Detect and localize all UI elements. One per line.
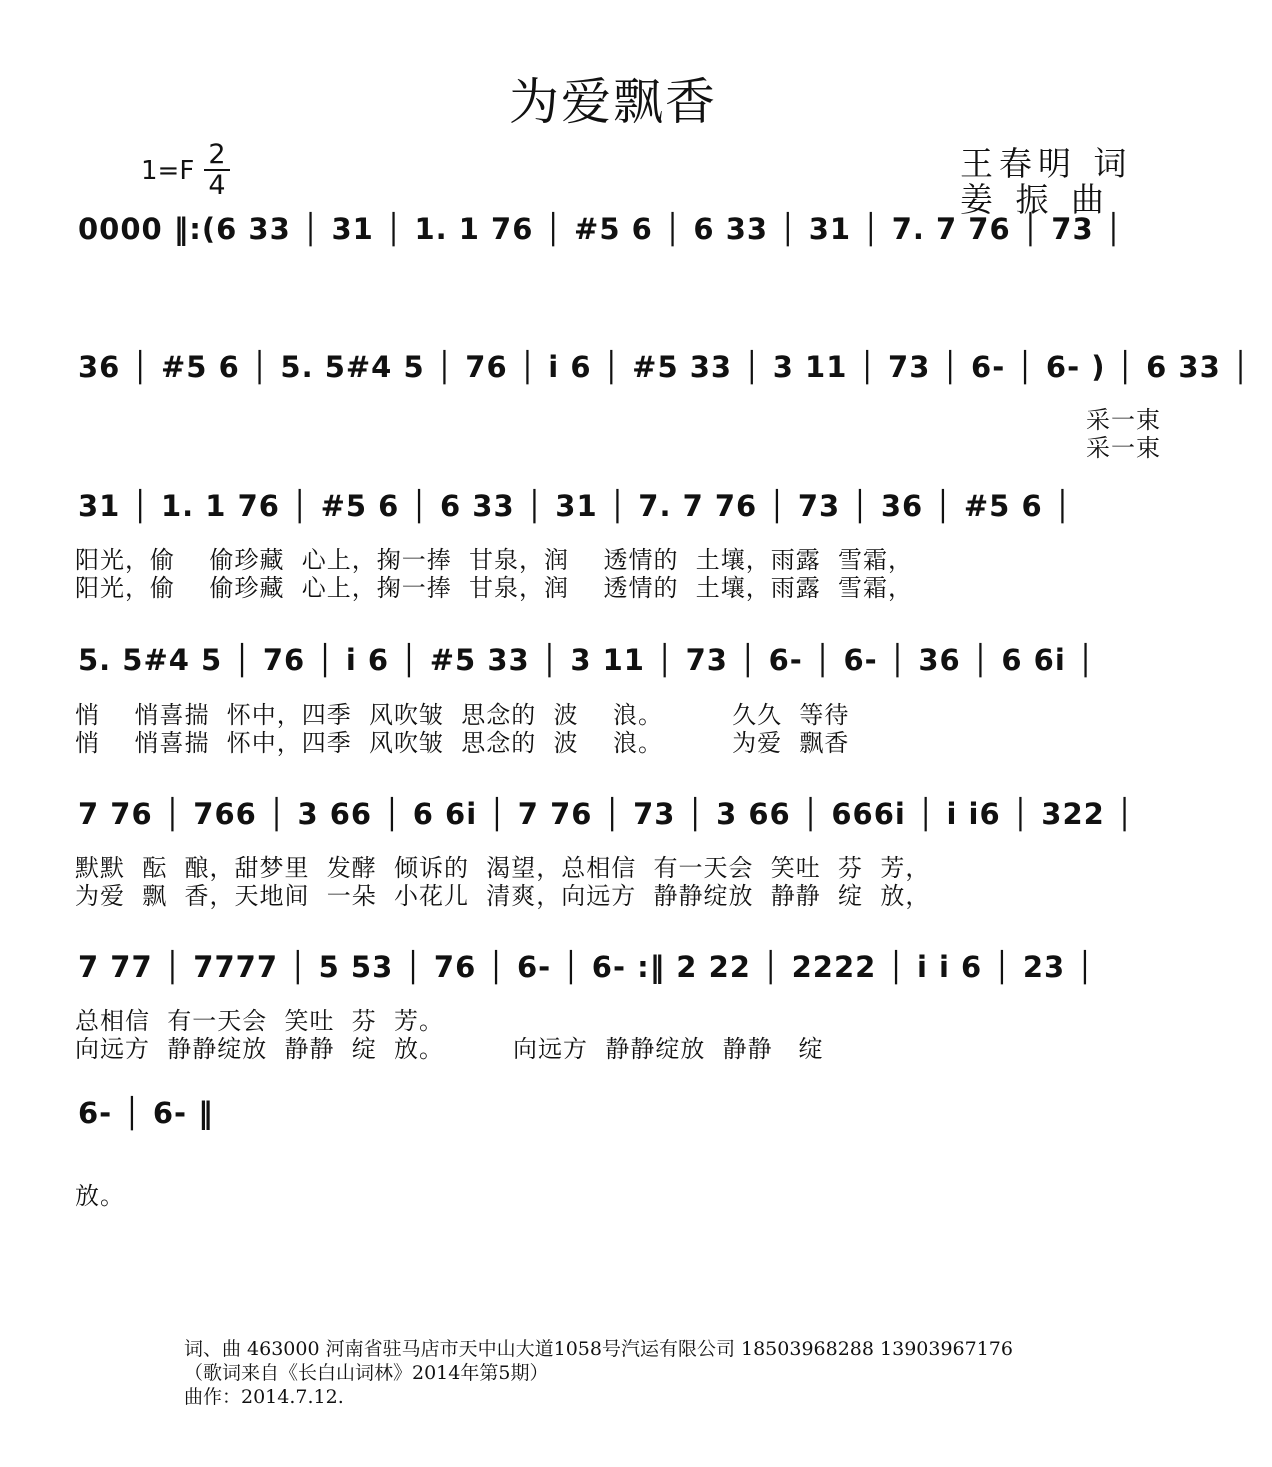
staff-notes: 6- │ 6- ‖	[78, 1096, 214, 1130]
lyric-row-5-verse-1: 默默 酝 酿，甜梦里 发酵 倾诉的 渴望，总相信 有一天会 笑吐 芬 芳，	[75, 854, 931, 882]
staff-notes: 31 │ 1. 1 76 │ #5 6 │ 6 33 │ 31 │ 7. 7 76 │ 73 │ 36 │ #5 6 │	[78, 489, 1073, 523]
footer-contact: 词、曲 463000 河南省驻马店市天中山大道1058号汽运有限公司 18503968288 13903967176	[184, 1338, 1013, 1360]
staff-row-4	[0, 637, 1272, 697]
lyric-intro-verse-1: 采一束	[1086, 406, 1161, 434]
lyric-row-6-verse-1: 总相信 有一天会 笑吐 芬 芳。	[75, 1007, 445, 1035]
time-signature-bottom: 4	[208, 170, 226, 201]
lyric-row-3-verse-2: 阳光，偷 偷珍藏 心上，掬一捧 甘泉，润 透情的 土壤，雨露 雪霜，	[75, 574, 914, 602]
composer-credit: 姜 振 曲	[960, 180, 1110, 219]
staff-row-6	[0, 944, 1272, 1004]
lyric-row-4-verse-2: 悄 悄喜揣 怀中，四季 风吹皱 思念的 波 浪。 为爱 飘香	[75, 729, 850, 757]
staff-notes: 0000 ‖:(6 33 │ 31 │ 1. 1 76 │ #5 6 │ 6 33 │ 31 │ 7. 7 76 │ 73 │	[78, 212, 1124, 246]
song-title: 为爱飘香	[509, 73, 717, 131]
footer-date: 曲作：2014.7.12.	[184, 1386, 344, 1408]
staff-row-5	[0, 791, 1272, 851]
time-signature-top: 2	[204, 140, 230, 171]
lyric-row-3-verse-1: 阳光，偷 偷珍藏 心上，掬一捧 甘泉，润 透情的 土壤，雨露 雪霜，	[75, 546, 914, 574]
staff-row-2	[0, 344, 1272, 404]
key-signature: 1=F	[141, 156, 195, 186]
time-signature	[204, 140, 230, 200]
staff-notes: 7 76 │ 766 │ 3 66 │ 6 6i │ 7 76 │ 73 │ 3 66 │ 666i │ i i6 │ 322 │	[78, 797, 1135, 831]
staff-row-1	[0, 206, 1272, 266]
staff-row-3	[0, 483, 1272, 543]
staff-notes: 36 │ #5 6 │ 5. 5#4 5 │ 76 │ i 6 │ #5 33 │ 3 11 │ 73 │ 6- │ 6- ) │ 6 33 │	[78, 350, 1251, 384]
lyric-row-6-verse-2: 向远方 静静绽放 静静 绽 放。 向远方 静静绽放 静静 绽	[75, 1035, 824, 1063]
lyric-row-4-verse-1: 悄 悄喜揣 怀中，四季 风吹皱 思念的 波 浪。 久久 等待	[75, 701, 850, 729]
lyric-intro-verse-2: 采一束	[1086, 434, 1161, 462]
staff-notes: 5. 5#4 5 │ 76 │ i 6 │ #5 33 │ 3 11 │ 73 │ 6- │ 6- │ 36 │ 6 6i │	[78, 643, 1096, 677]
staff-row-7	[0, 1090, 1272, 1150]
lyric-row-7-verse-1: 放。	[75, 1182, 125, 1210]
lyric-row-5-verse-2: 为爱 飘 香，天地间 一朵 小花儿 清爽，向远方 静静绽放 静静 绽 放，	[75, 882, 931, 910]
footer-source: （歌词来自《长白山词林》2014年第5期）	[184, 1362, 549, 1384]
lyricist-credit: 王春明 词	[960, 144, 1133, 183]
staff-notes: 7 77 │ 7777 │ 5 53 │ 76 │ 6- │ 6- :‖ 2 22 │ 2222 │ i i 6 │ 23 │	[78, 950, 1095, 984]
